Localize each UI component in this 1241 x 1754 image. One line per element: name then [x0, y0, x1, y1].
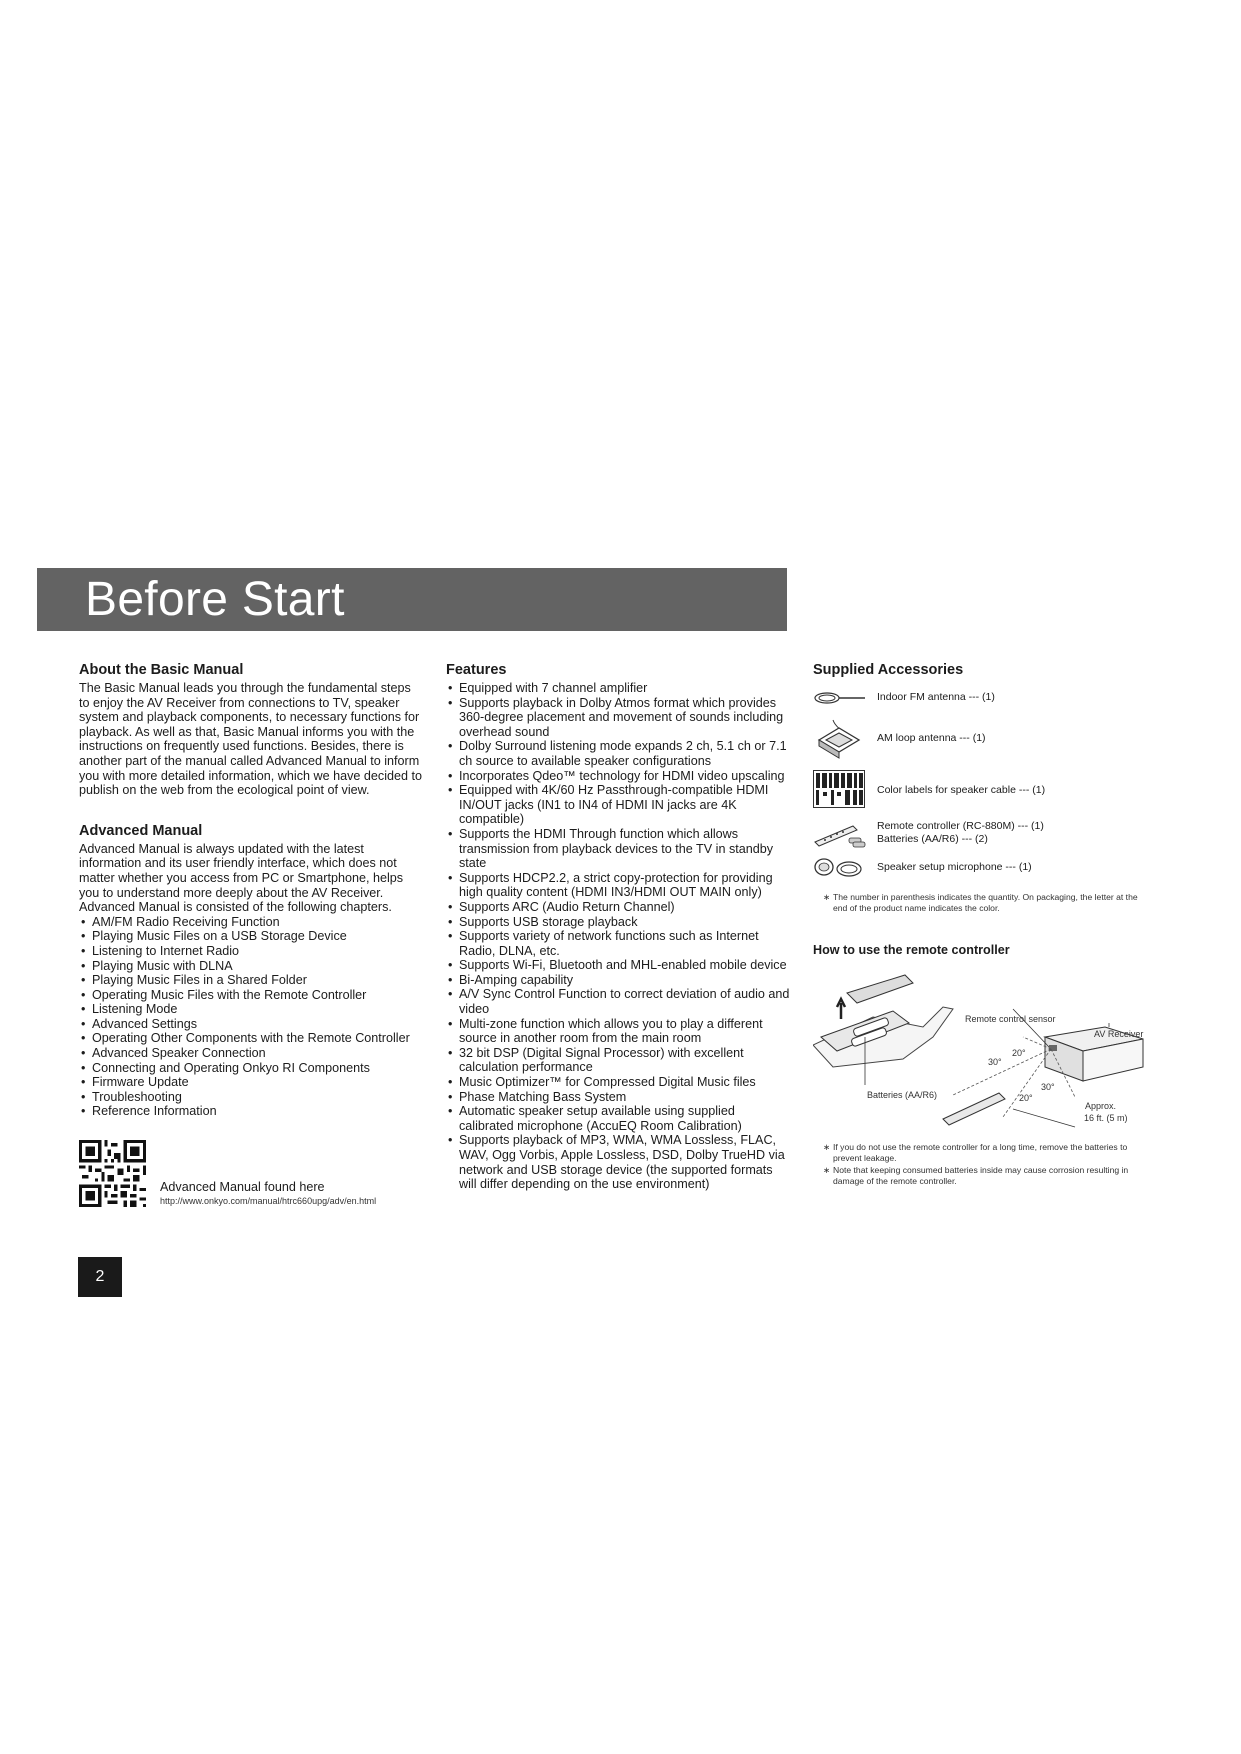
list-item: • Multi-zone function which allows you to play a different source in another room from the main room	[446, 1017, 791, 1046]
list-item: • AM/FM Radio Receiving Function	[79, 915, 424, 930]
column-accessories	[813, 662, 1158, 1222]
list-item: • A/V Sync Control Function to correct deviation of audio and video	[446, 987, 791, 1016]
features-list	[446, 681, 791, 1192]
list-item: • Supports USB storage playback	[446, 915, 791, 930]
asterisk-icon: ∗	[823, 1165, 831, 1175]
list-item: • Listening Mode	[79, 1002, 424, 1017]
accessories-heading: Supplied Accessories	[813, 662, 964, 678]
list-item: • Advanced Speaker Connection	[79, 1046, 424, 1061]
list-item: • Automatic speaker setup available using supplied calibrated microphone (AccuEQ Room Calibration)	[446, 1104, 791, 1133]
advanced-manual-heading: Advanced Manual	[79, 822, 203, 839]
list-item: • Troubleshooting	[79, 1090, 424, 1105]
basic-manual-heading: About the Basic Manual	[79, 662, 244, 678]
accessory-fm-antenna	[813, 688, 1173, 708]
list-item: • Supports the HDMI Through function which allows transmission from playback devices to the TV in standby state	[446, 827, 791, 871]
list-item: • Firmware Update	[79, 1075, 424, 1090]
accessory-label: Speaker setup microphone --- (1)	[877, 861, 1032, 873]
advanced-manual-link-url[interactable]: http://www.onkyo.com/manual/htrc660upg/adv/en.html	[160, 1196, 377, 1206]
list-item: • Supports playback in Dolby Atmos format which provides 360-degree placement and movement of sounds including overhead sound	[446, 696, 791, 740]
list-item: • Advanced Settings	[79, 1017, 424, 1032]
angle-label: 20°	[1019, 1093, 1033, 1103]
list-item: • Supports playback of MP3, WMA, WMA Lossless, FLAC, WAV, Ogg Vorbis, Apple Lossless, DSD, Dolby TrueHD via network and USB storage device (the supported formats will differ depending on the use environment)	[446, 1133, 791, 1191]
remote-sensor-label: Remote control sensor	[965, 1014, 1056, 1024]
av-receiver-label: AV Receiver	[1094, 1029, 1144, 1039]
color-labels-icon	[813, 770, 865, 808]
list-item: • Supports variety of network functions such as Internet Radio, DLNA, etc.	[446, 929, 791, 958]
list-item: • Equipped with 7 channel amplifier	[446, 681, 791, 696]
list-item: • Supports HDCP2.2, a strict copy-protection for providing high quality content (HDMI IN3/HDMI OUT MAIN only)	[446, 871, 791, 900]
accessory-label: Remote controller (RC-880M) --- (1)	[877, 820, 1044, 832]
list-item: • Connecting and Operating Onkyo RI Components	[79, 1061, 424, 1076]
advanced-manual-body: Advanced Manual is always updated with the latest information and its user friendly interface, which does not matter whether you access from PC or Smartphone, helps you to understand more deeply about the AV Receiver. Advanced Manual is consisted of the following chapters.	[79, 841, 404, 915]
accessory-label: Indoor FM antenna --- (1)	[877, 691, 995, 703]
list-item: • Supports ARC (Audio Return Channel)	[446, 900, 791, 915]
asterisk-icon: ∗	[823, 1142, 831, 1152]
advanced-manual-link-block[interactable]	[79, 1140, 419, 1210]
angle-label: 30°	[988, 1057, 1002, 1067]
list-item: • Music Optimizer™ for Compressed Digital Music files	[446, 1075, 791, 1090]
angle-label: 20°	[1012, 1048, 1026, 1058]
microphone-icon	[813, 855, 867, 879]
accessory-label: Batteries (AA/R6) --- (2)	[877, 833, 988, 845]
accessory-label: AM loop antenna --- (1)	[877, 732, 986, 744]
accessory-am-antenna	[813, 718, 1173, 758]
angle-label: 30°	[1041, 1082, 1055, 1092]
accessory-label: Color labels for speaker cable --- (1)	[877, 784, 1046, 796]
advanced-manual-link-label: Advanced Manual found here	[160, 1180, 325, 1194]
header-banner	[37, 568, 787, 631]
list-item: • Playing Music Files in a Shared Folder	[79, 973, 424, 988]
list-item: • Equipped with 4K/60 Hz Passthrough-compatible HDMI IN/OUT jacks (IN1 to IN4 of HDMI IN jacks are 4K compatible)	[446, 783, 791, 827]
accessory-microphone	[813, 855, 1173, 879]
list-item: • Phase Matching Bass System	[446, 1090, 791, 1105]
column-features	[446, 662, 791, 1192]
distance-approx-label: Approx.	[1085, 1101, 1117, 1111]
basic-manual-body: The Basic Manual leads you through the fundamental steps to enjoy the AV Receiver from connections to TV, speaker system and playback components, to necessary functions for playback. As well as that, Basic Manual informs you with the instructions on frequently used functions. Besides, there is another part of the manual called Advanced Manual to inform you with more detailed information, which we have decided to publish on the web from the ecological point of view.	[79, 681, 423, 798]
remote-controller-icon	[813, 820, 867, 848]
batteries-label: Batteries (AA/R6)	[867, 1090, 938, 1100]
am-loop-antenna-icon	[813, 718, 867, 760]
list-item: • Bi-Amping capability	[446, 973, 791, 988]
list-item: • Reference Information	[79, 1104, 424, 1119]
qr-code-icon[interactable]	[79, 1140, 146, 1207]
features-heading: Features	[446, 662, 507, 678]
list-item: • Operating Music Files with the Remote Controller	[79, 988, 424, 1003]
accessory-color-labels	[813, 770, 1173, 810]
list-item: • Listening to Internet Radio	[79, 944, 424, 959]
column-basic-manual	[79, 662, 424, 1119]
list-item: • Incorporates Qdeo™ technology for HDMI video upscaling	[446, 769, 791, 784]
fm-antenna-icon	[813, 688, 867, 708]
list-item: • 32 bit DSP (Digital Signal Processor) with excellent calculation performance	[446, 1046, 791, 1075]
list-item: • Playing Music Files on a USB Storage Device	[79, 929, 424, 944]
page-title: Before Start	[85, 573, 345, 626]
remote-heading: How to use the remote controller	[813, 943, 1010, 957]
list-item: • Supports Wi-Fi, Bluetooth and MHL-enabled mobile device	[446, 958, 791, 973]
distance-label: 16 ft. (5 m)	[1084, 1113, 1128, 1123]
asterisk-icon: ∗	[823, 892, 831, 902]
accessory-remote	[813, 820, 1173, 850]
remote-note-1: ∗ If you do not use the remote controller for a long time, remove the batteries to prevent leakage.	[823, 1142, 1128, 1163]
page-number: 2	[78, 1257, 122, 1297]
list-item: • Dolby Surround listening mode expands 2 ch, 5.1 ch or 7.1 ch source to available speaker configurations	[446, 739, 791, 768]
remote-note-2: ∗ Note that keeping consumed batteries inside may cause corrosion resulting in damage of the remote controller.	[823, 1165, 1129, 1186]
accessories-note: ∗ The number in parenthesis indicates the quantity. On packaging, the letter at the end of the product name indicates the color.	[823, 892, 1138, 913]
advanced-manual-chapter-list	[79, 915, 424, 1119]
list-item: • Operating Other Components with the Remote Controller	[79, 1031, 424, 1046]
list-item: • Playing Music with DLNA	[79, 959, 424, 974]
